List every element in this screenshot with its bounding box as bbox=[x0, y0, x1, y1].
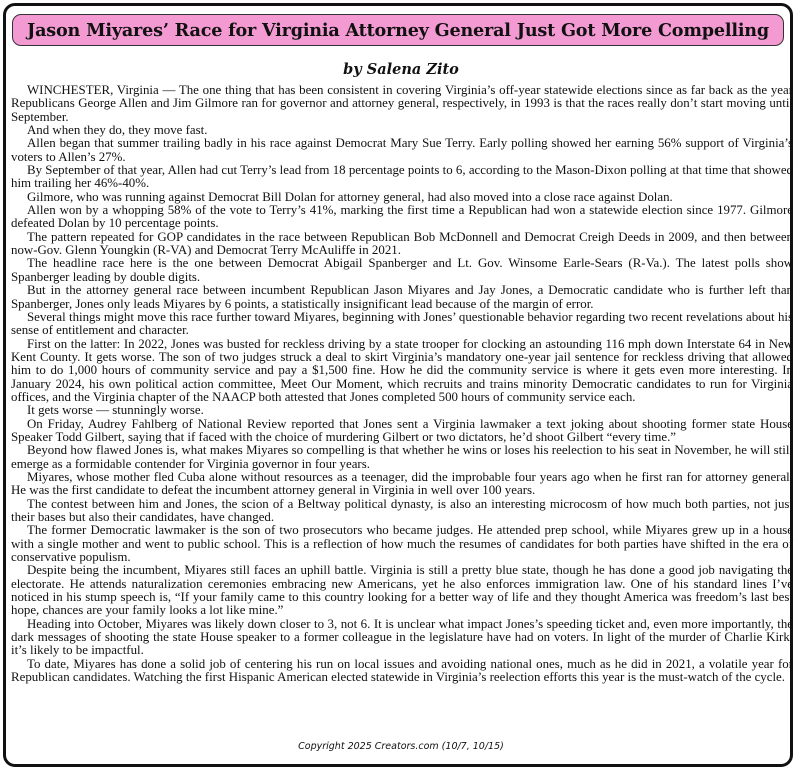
byline: by Salena Zito bbox=[343, 61, 459, 78]
headline-banner bbox=[12, 14, 784, 46]
paragraph: Miyares, whose mother fled Cuba alone without resources as a teenager, did the improbable four years ago when he first ran for attorney general. He was the first candidate to defeat the incumbent attorney general in Virginia in well over 100 years. bbox=[11, 469, 793, 498]
paragraph: Gilmore, who was running against Democrat Bill Dolan for attorney general, had also moved into a close race against Dolan. bbox=[27, 189, 673, 204]
paragraph: Despite being the incumbent, Miyares still faces an uphill battle. Virginia is still a pretty blue state, though he has done a good job navigating the electorate. He attends naturalization ceremonies embracing new Americans, yet he also enforces immigration law. One of his standard lines I’ve noticed in his stump speech is, “If your family came to this country looking for a better way of life and they thought America was freedom’s last best hope, chances are your family looks a lot like mine.” bbox=[11, 563, 793, 618]
paragraph: The former Democratic lawmaker is the son of two prosecutors who became judges. He attended prep school, while Miyares grew up in a house with a single mother and went to public school. This is a reflection of how much the resumes of candidates for both parties have shifted in the era of conservative populism. bbox=[11, 523, 793, 565]
paragraph: But in the attorney general race between incumbent Republican Jason Miyares and Jay Jones, a Democratic candidate who is further left than Spanberger, Jones only leads Miyares by 6 points, a statistically insignificant lead because of the margin of error. bbox=[11, 283, 793, 311]
paragraph: It gets worse — stunningly worse. bbox=[27, 403, 204, 418]
paragraph: The headline race here is the one between Democrat Abigail Spanberger and Lt. Gov. Winsome Earle-Sears (R-Va.). The latest polls show Spanberger leading by double digits. bbox=[11, 256, 793, 284]
paragraph: First on the latter: In 2022, Jones was busted for reckless driving by a state trooper for clocking an astounding 116 mph down Interstate 64 in New Kent County. It gets worse. The son of two judges struck a deal to skirt Virginia’s mandatory one-year jail sentence for reckless driving that allowed him to do 1,000 hours of community service and pay a $1,500 fine. How he did the community service is where it gets even more interesting. In January 2024, his own political action committee, Meet Our Moment, which recruits and trains minority Democratic candidates to run for Virginia offices, and the Virginia chapter of the NAACP both attested that Jones completed 500 hours of community service each. bbox=[11, 336, 793, 404]
paragraph: The pattern repeated for GOP candidates in the race between Republican Bob McDonnell and Democrat Creigh Deeds in 2009, and then between now-Gov. Glenn Youngkin (R-VA) and Democrat Terry McAuliffe in 2021. bbox=[11, 229, 793, 258]
paragraph: WINCHESTER, Virginia — The one thing that has been consistent in covering Virginia’s off-year statewide elections since as far back as the year Republicans George Allen and Jim Gilmore ran for governor and attorney general, respectively, in 1993 is that the races really don’t start moving until September. bbox=[11, 83, 793, 124]
paragraph: Several things might move this race further toward Miyares, beginning with Jones’ questionable behavior regarding two recent revelations about his sense of entitlement and character. bbox=[11, 309, 793, 338]
copyright-notice: Copyright 2025 Creators.com (10/7, 10/15) bbox=[298, 741, 504, 752]
paragraph: Beyond how flawed Jones is, what makes Miyares so compelling is that whether he wins or loses his reelection to his seat in November, he will still emerge as a formidable contender for Virginia governor in four years. bbox=[11, 443, 793, 471]
paragraph: To date, Miyares has done a solid job of centering his run on local issues and avoiding national ones, much as he did in 2021, a volatile year for Republican candidates. Watching the first Hispanic American elected statewide in Virginia’s reelection efforts this year is the must-watch of the cycle. bbox=[11, 656, 793, 685]
paragraph: And when they do, they move fast. bbox=[27, 123, 208, 138]
paragraph: The contest between him and Jones, the scion of a Beltway political dynasty, is also an interesting microcosm of how much both parties, not just their bases but also their candidates, have changed. bbox=[11, 496, 793, 524]
headline: Jason Miyares’ Race for Virginia Attorney General Just Got More Compelling bbox=[26, 19, 769, 41]
paragraph: By September of that year, Allen had cut Terry’s lead from 18 percentage points to 6, according to the Mason-Dixon polling at that time that showed him trailing her 46%-40%. bbox=[11, 163, 793, 191]
paragraph: Allen began that summer trailing badly in his race against Democrat Mary Sue Terry. Early polling showed her earning 56% support of Virginia’s voters to Allen’s 27%. bbox=[11, 136, 793, 164]
paragraph: Heading into October, Miyares was likely down closer to 3, not 6. It is unclear what impact Jones’s speeding ticket and, even more importantly, the dark messages of shooting the state House speaker to a former colleague in the legislature have had on voters. In light of the murder of Charlie Kirk, it’s likely to be impactful. bbox=[11, 616, 793, 658]
paragraph: On Friday, Audrey Fahlberg of National Review reported that Jones sent a Virginia lawmaker a text joking about shooting former state House Speaker Todd Gilbert, saying that if faced with the choice of murdering Gilbert or two dictators, he’d shoot Gilbert “every time.” bbox=[11, 416, 793, 444]
paragraph: Allen won by a whopping 58% of the vote to Terry’s 41%, marking the first time a Republican had won a statewide election since 1977. Gilmore defeated Dolan by 10 percentage points. bbox=[11, 203, 793, 231]
article-body bbox=[11, 84, 793, 684]
